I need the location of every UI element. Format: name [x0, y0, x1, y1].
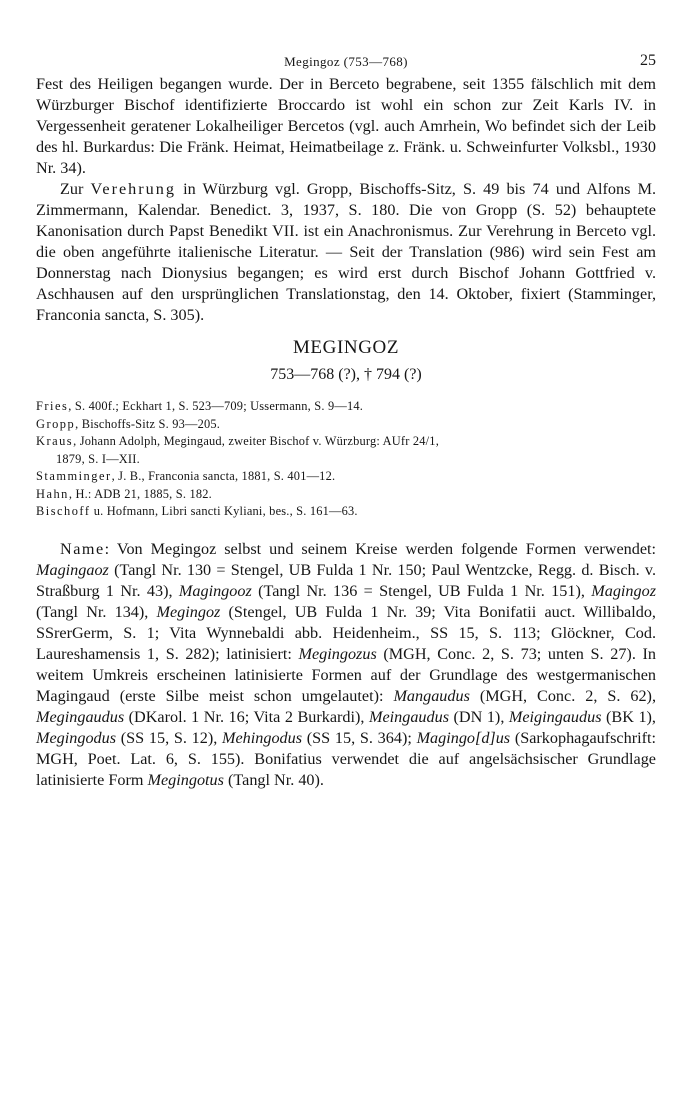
- name-form: Megingotus: [147, 770, 224, 789]
- name-form: Magingaoz: [36, 560, 109, 579]
- bibliography-item: [36, 503, 656, 521]
- bibliography-item: [36, 416, 656, 434]
- bibliography-author: Stamminger: [36, 469, 112, 483]
- name-form: Meingaudus: [368, 707, 450, 726]
- text-run: (Sarkophagaufschrift: MGH, Poet. Lat. 6, S. 155). Bonifatius verwendet die auf angelsächsischer Grundlage latinisierte Form: [36, 728, 656, 789]
- entry-dates: 753—768 (?), † 794 (?): [270, 366, 422, 383]
- text-run: (MGH, Conc. 2, S. 62),: [469, 686, 656, 705]
- paragraph-veneration: [36, 179, 656, 326]
- name-form: Megingaudus: [36, 707, 125, 726]
- bibliography-author: Gropp: [36, 416, 76, 431]
- bibliography-text-continued: 1879, S. I—XII.: [56, 451, 140, 466]
- bibliography-author: Kraus: [36, 434, 74, 448]
- bibliography-item: [36, 433, 656, 468]
- bibliography-text: , H.: ADB 21, 1885, S. 182.: [68, 486, 212, 501]
- bibliography-text: u. Hofmann, Libri sancti Kyliani, bes., S. 161—63.: [90, 504, 358, 518]
- page-number: 25: [640, 52, 656, 69]
- name-form: Megingodus: [36, 728, 117, 747]
- text-run: (DN 1),: [449, 707, 509, 726]
- text-run: (BK 1),: [601, 707, 656, 726]
- text-run: (Tangl Nr. 134),: [36, 602, 157, 621]
- bibliography-item: [36, 398, 656, 416]
- text-run: (Tangl Nr. 136 = Stengel, UB Fulda 1 Nr. 151),: [251, 581, 592, 600]
- bibliography-item: [36, 468, 656, 486]
- para-lead: Zur: [60, 180, 84, 198]
- bibliography: [36, 398, 656, 521]
- page: [36, 48, 656, 791]
- text-run: (Tangl Nr. 130 = Stengel, UB Fulda 1 Nr. 150; Paul Wentzcke, Regg. d. Bisch. v. Straßburg 1 Nr. 43),: [36, 560, 656, 600]
- bibliography-author: Hahn: [36, 486, 69, 501]
- name-form: Magingooz: [178, 581, 252, 600]
- section-label-name: Name: [60, 539, 105, 558]
- para-text: in Würzburg vgl. Gropp, Bischoffs-Sitz, S. 49 bis 74 und Alfons M. Zimmermann, Kalendar. Benedict. 3, 1937, S. 180. Die von Gropp (S. 52) behauptete Kanonisation durch Papst Benedikt VII. ist ein Anachronismus. Zur Verehrung in Berceto vgl. die oben angeführte italienische Literatur. — Seit der Translation (986) wird sein Fest am Donnerstag nach Dionysius begangen; es wird erst durch Bischof Johann Gottfried v. Aschhausen auf den ursprünglichen Translationstag, den 14. Oktober, fixiert (Stamminger, Franconia sancta, S. 305).: [36, 180, 657, 324]
- text-run: (SS 15, S. 12),: [116, 728, 223, 747]
- entry-heading: [36, 336, 656, 388]
- name-form: Mehingodus: [222, 728, 303, 747]
- spaced-term-verehrung: Verehrung: [90, 180, 176, 198]
- name-form: Magingo[d]us: [416, 728, 511, 747]
- text-run: (SS 15, S. 364);: [302, 728, 417, 747]
- text-run: (Stengel, UB Fulda 1 Nr. 39; Vita Bonifatii auct. Willibaldo, SSrerGerm, S. 1; Vita Wynnebaldi abb. Heidenheim., SS 15, S. 113; Glöckner, Cod. Laureshamensis 1, S. 282); latinisiert:: [36, 602, 656, 663]
- bibliography-text: , Bischoffs-Sitz S. 93—205.: [75, 416, 221, 431]
- name-form: Megingoz: [156, 602, 221, 621]
- name-form: Meigingaudus: [508, 707, 602, 726]
- bibliography-text: , S. 400f.; Eckhart 1, S. 523—709; Ussermann, S. 9—14.: [68, 399, 364, 413]
- bibliography-text: , Johann Adolph, Megingaud, zweiter Bischof v. Würzburg: AUfr 24/1,: [73, 434, 439, 448]
- text-run: : Von Megingoz selbst und seinem Kreise werden folgende Formen verwendet:: [104, 539, 656, 558]
- running-title: Megingoz (753—768): [284, 54, 408, 69]
- name-form: Mangaudus: [393, 686, 470, 705]
- bibliography-author: Bischoff: [36, 504, 91, 518]
- bibliography-author: Fries: [36, 399, 69, 413]
- text-run: (MGH, Conc. 2, S. 73; unten S. 27). In weitem Umkreis erscheinen latinisierte Formen auf der Grundlage des westgermanischen Magingaud (erste Silbe meist schon umgelautet):: [36, 644, 656, 705]
- text-run: (DKarol. 1 Nr. 16; Vita 2 Burkardi),: [124, 707, 369, 726]
- text-run: (Tangl Nr. 40).: [223, 770, 324, 789]
- name-form: Magingoz: [591, 581, 656, 600]
- name-form: Megingozus: [298, 644, 377, 663]
- paragraph-name-forms: [36, 539, 656, 791]
- bibliography-text: , J. B., Franconia sancta, 1881, S. 401—12.: [111, 469, 336, 483]
- entry-title: MEGINGOZ: [292, 337, 400, 358]
- bibliography-item: [36, 486, 656, 504]
- paragraph-continuation: Fest des Heiligen begangen wurde. Der in Berceto begrabene, seit 1355 fälschlich mit dem Würzburger Bischof identifizierte Broccardo ist wohl ein schon zur Zeit Karls IV. in Vergessenheit geratener Lokalheiliger Bercetos (vgl. auch Amrhein, Wo befindet sich der Leib des hl. Burkardus: Die Fränk. Heimat, Heimatbeilage z. Fränk. u. Schweinfurter Volksbl., 1930 Nr. 34).: [36, 75, 656, 177]
- page-header: [36, 48, 656, 74]
